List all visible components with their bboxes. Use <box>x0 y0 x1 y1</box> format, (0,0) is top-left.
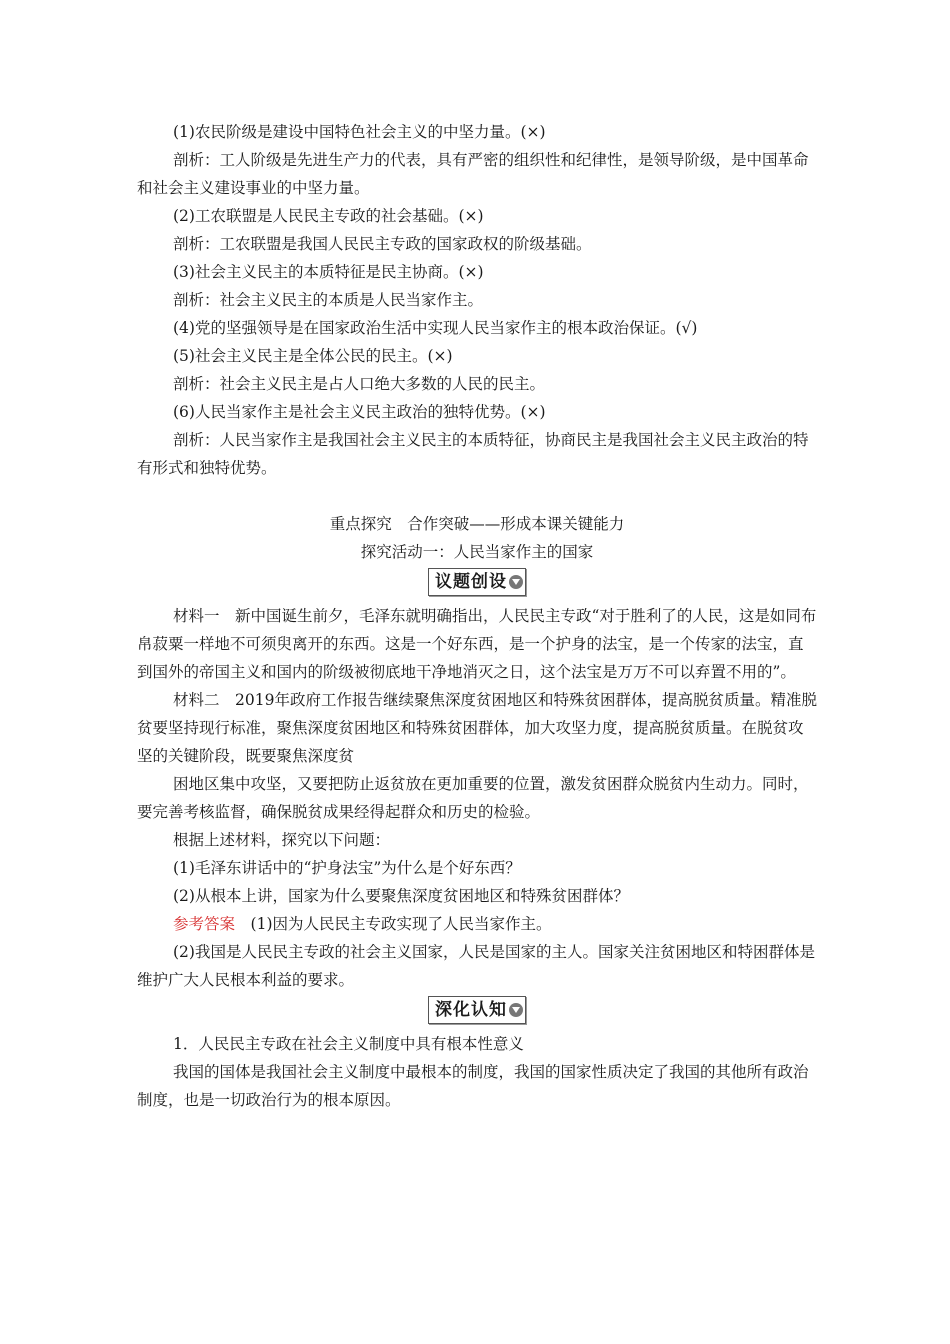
answer-1-text: (1)因为人民民主专政实现了人民当家作主。 <box>250 915 552 933</box>
material-2-part-2: 困地区集中攻坚，又要把防止返贫放在更加重要的位置，激发贫困群众脱贫内生动力。同时，要完善考核监督，确保脱贫成果经得起群众和历史的检验。 <box>137 775 809 821</box>
material-2-part-1: 材料二 2019年政府工作报告继续聚焦深度贫困地区和特殊贫困群体，提高脱贫质量。精准脱贫要坚持现行标准，聚焦深度贫困地区和特殊贫困群体，加大攻坚力度，提高脱贫质量。在脱贫攻坚的关键阶段，既要聚焦深度贫 <box>137 691 817 765</box>
topic-tag-label: 议题创设 <box>435 572 507 592</box>
review-analysis-3: 剖析：社会主义民主的本质是人民当家作主。 <box>173 291 484 309</box>
review-analysis-1: 剖析：工人阶级是先进生产力的代表，具有严密的组织性和纪律性，是领导阶级，是中国革命和社会主义建设事业的中坚力量。 <box>137 151 809 197</box>
section-title: 重点探究 合作突破——形成本课关键能力 <box>329 515 625 533</box>
answer-2: (2)我国是人民民主专政的社会主义国家，人民是国家的主人。国家关注贫困地区和特困群体是维护广大人民根本利益的要求。 <box>137 943 815 989</box>
review-analysis-2: 剖析：工农联盟是我国人民民主专政的国家政权的阶级基础。 <box>173 235 592 253</box>
topic-tag <box>428 568 526 596</box>
review-statement-6: (6)人民当家作主是社会主义民主政治的独特优势。(×) <box>173 403 546 421</box>
material-1: 材料一 新中国诞生前夕，毛泽东就明确指出，人民民主专政“对于胜利了的人民，这是如同布帛菽粟一样地不可须臾离开的东西。这是一个好东西，是一个护身的法宝，是一个传家的法宝，直到国外的帝国主义和国内的阶级被彻底地干净地消灭之日，这个法宝是万万不可以弃置不用的”。 <box>137 607 817 681</box>
chevron-down-icon <box>509 1003 523 1017</box>
review-analysis-5: 剖析：社会主义民主是占人口绝大多数的人民的民主。 <box>173 375 546 393</box>
point-1-title: 1．人民民主专政在社会主义制度中具有根本性意义 <box>173 1035 524 1053</box>
question-1: (1)毛泽东讲话中的“护身法宝”为什么是个好东西？ <box>173 859 521 877</box>
question-prompt: 根据上述材料，探究以下问题： <box>173 831 391 849</box>
review-statement-2: (2)工农联盟是人民民主专政的社会基础。(×) <box>173 207 484 225</box>
chevron-down-icon <box>509 575 523 589</box>
answer-label: 参考答案 <box>173 915 236 933</box>
review-analysis-6: 剖析：人民当家作主是我国社会主义民主的本质特征，协商民主是我国社会主义民主政治的特有形式和独特优势。 <box>137 431 809 477</box>
point-1-body: 我国的国体是我国社会主义制度中最根本的制度，我国的国家性质决定了我国的其他所有政治制度，也是一切政治行为的根本原因。 <box>137 1063 809 1109</box>
tag-row-topic <box>137 568 817 600</box>
answer-1 <box>137 910 817 938</box>
question-2: (2)从根本上讲，国家为什么要聚焦深度贫困地区和特殊贫困群体？ <box>173 887 629 905</box>
document-body <box>137 118 817 1114</box>
deepen-tag <box>428 996 526 1024</box>
review-statement-5: (5)社会主义民主是全体公民的民主。(×) <box>173 347 453 365</box>
review-statement-4: (4)党的坚强领导是在国家政治生活中实现人民当家作主的根本政治保证。(√) <box>173 319 698 337</box>
review-statement-1: (1)农民阶级是建设中国特色社会主义的中坚力量。(×) <box>173 123 546 141</box>
tag-row-deepen <box>137 996 817 1028</box>
activity-title: 探究活动一：人民当家作主的国家 <box>360 543 594 561</box>
review-statement-3: (3)社会主义民主的本质特征是民主协商。(×) <box>173 263 484 281</box>
deepen-tag-label: 深化认知 <box>435 1000 507 1020</box>
